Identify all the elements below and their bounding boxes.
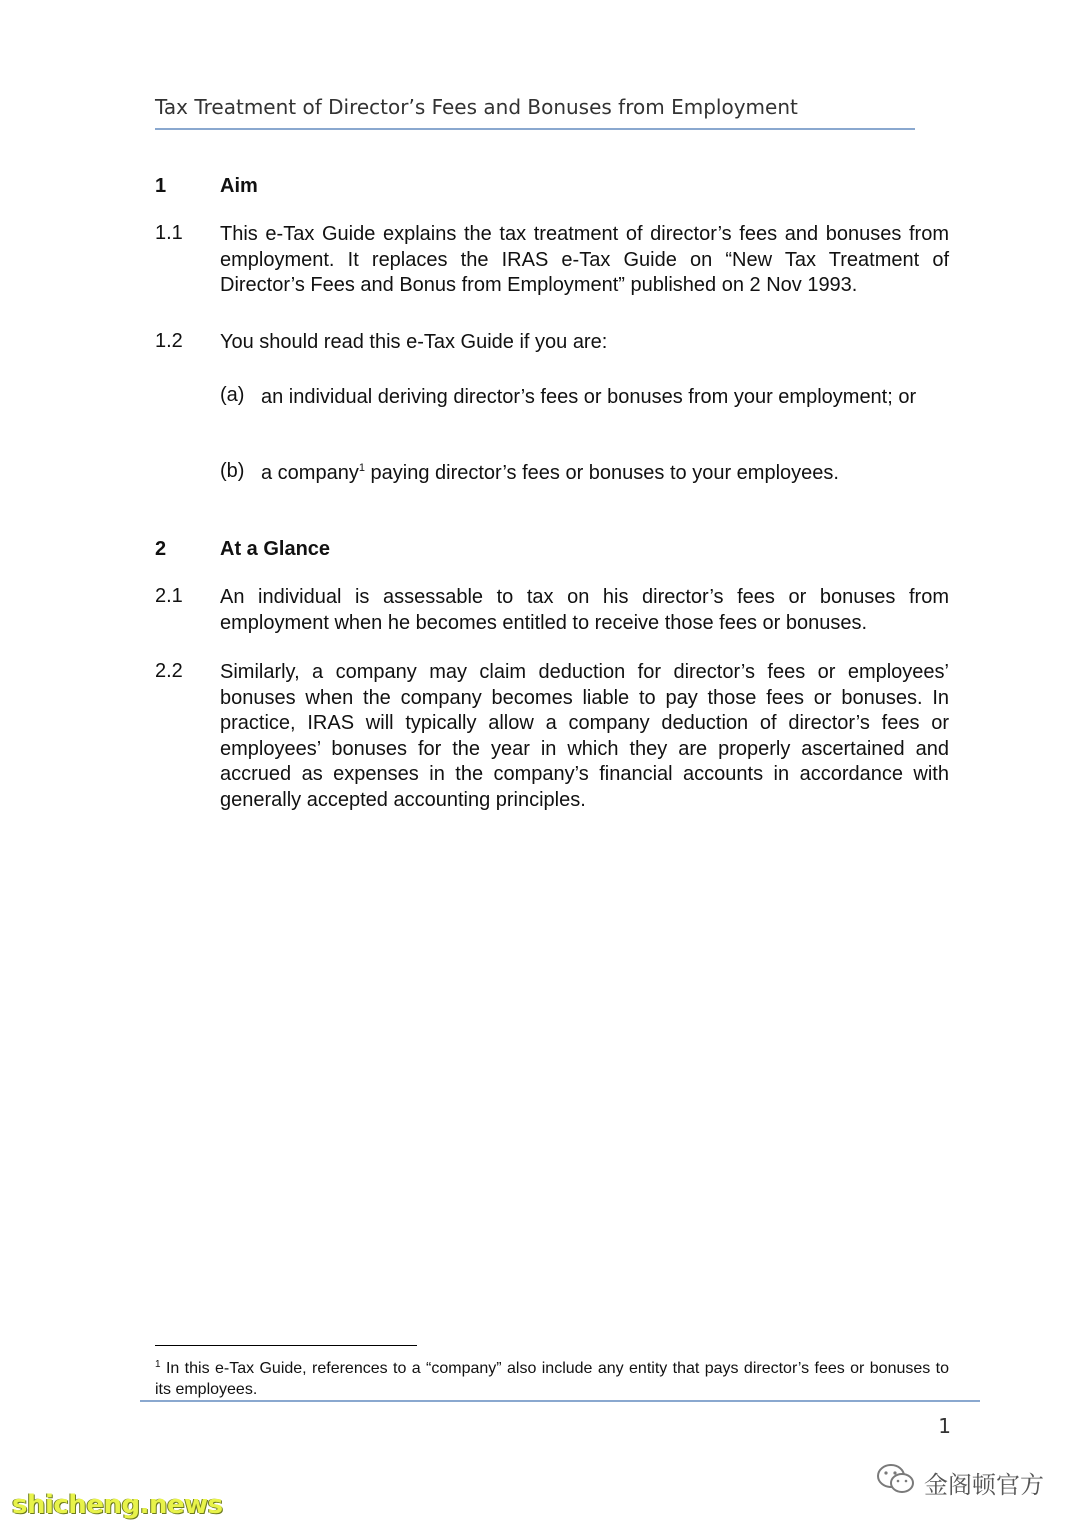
footnote-separator bbox=[155, 1345, 417, 1346]
wechat-watermark bbox=[876, 1462, 1044, 1502]
list-item-label: (b) bbox=[220, 460, 245, 482]
list-item-label: (a) bbox=[220, 384, 245, 406]
section-number: 1 bbox=[155, 175, 167, 197]
paragraph-text: This e-Tax Guide explains the tax treatment of director’s fees and bonuses from employment. It replaces the IRAS e-Tax Guide on “New Tax Treatment of Director’s Fees and Bonus from Employment” published on 2 Nov 1993. bbox=[220, 223, 949, 296]
paragraph-text: Similarly, a company may claim deduction for director’s fees or employees’ bonuses when the company becomes liable to pay those fees or bonuses. In practice, IRAS will typically allow a company deduction of director’s fees or employees’ bonuses for the year in which they are properly ascertained and accrued as expenses in the company’s financial accounts in accordance with generally accepted accounting principles. bbox=[220, 661, 949, 811]
paragraph-number: 2.2 bbox=[155, 660, 183, 682]
list-item-text bbox=[261, 460, 951, 487]
list-item-text: an individual deriving director’s fees or bonuses from your employment; or bbox=[261, 386, 917, 408]
paragraph-number: 2.1 bbox=[155, 585, 183, 607]
header-divider bbox=[155, 128, 915, 130]
paragraph-number: 1.2 bbox=[155, 330, 183, 352]
wechat-icon bbox=[876, 1462, 924, 1502]
footnote-text: In this e-Tax Guide, references to a “company” also include any entity that pays director’s fees or bonuses to its employees. bbox=[155, 1360, 949, 1398]
list-item-text-start: a company bbox=[261, 462, 359, 484]
footnote-marker: 1 bbox=[155, 1359, 161, 1370]
section-heading: At a Glance bbox=[220, 538, 331, 560]
footnote bbox=[155, 1358, 949, 1400]
wechat-account-name: 金阁顿官方 bbox=[924, 1470, 1044, 1499]
list-item-text-end: paying director’s fees or bonuses to your employees. bbox=[364, 462, 839, 484]
footer-divider bbox=[140, 1400, 980, 1402]
site-watermark: shicheng.news bbox=[12, 1490, 223, 1520]
document-header-title: Tax Treatment of Director’s Fees and Bonuses from Employment bbox=[155, 95, 798, 119]
paragraph-text: An individual is assessable to tax on his director’s fees or bonuses from employment when he becomes entitled to receive those fees or bonuses. bbox=[220, 586, 949, 634]
paragraph-number: 1.1 bbox=[155, 222, 183, 244]
paragraph-text: You should read this e-Tax Guide if you are: bbox=[220, 331, 608, 353]
footnote-reference[interactable]: 1 bbox=[358, 462, 365, 474]
section-heading: Aim bbox=[220, 175, 258, 197]
page-number: 1 bbox=[938, 1414, 951, 1438]
section-number: 2 bbox=[155, 538, 167, 560]
